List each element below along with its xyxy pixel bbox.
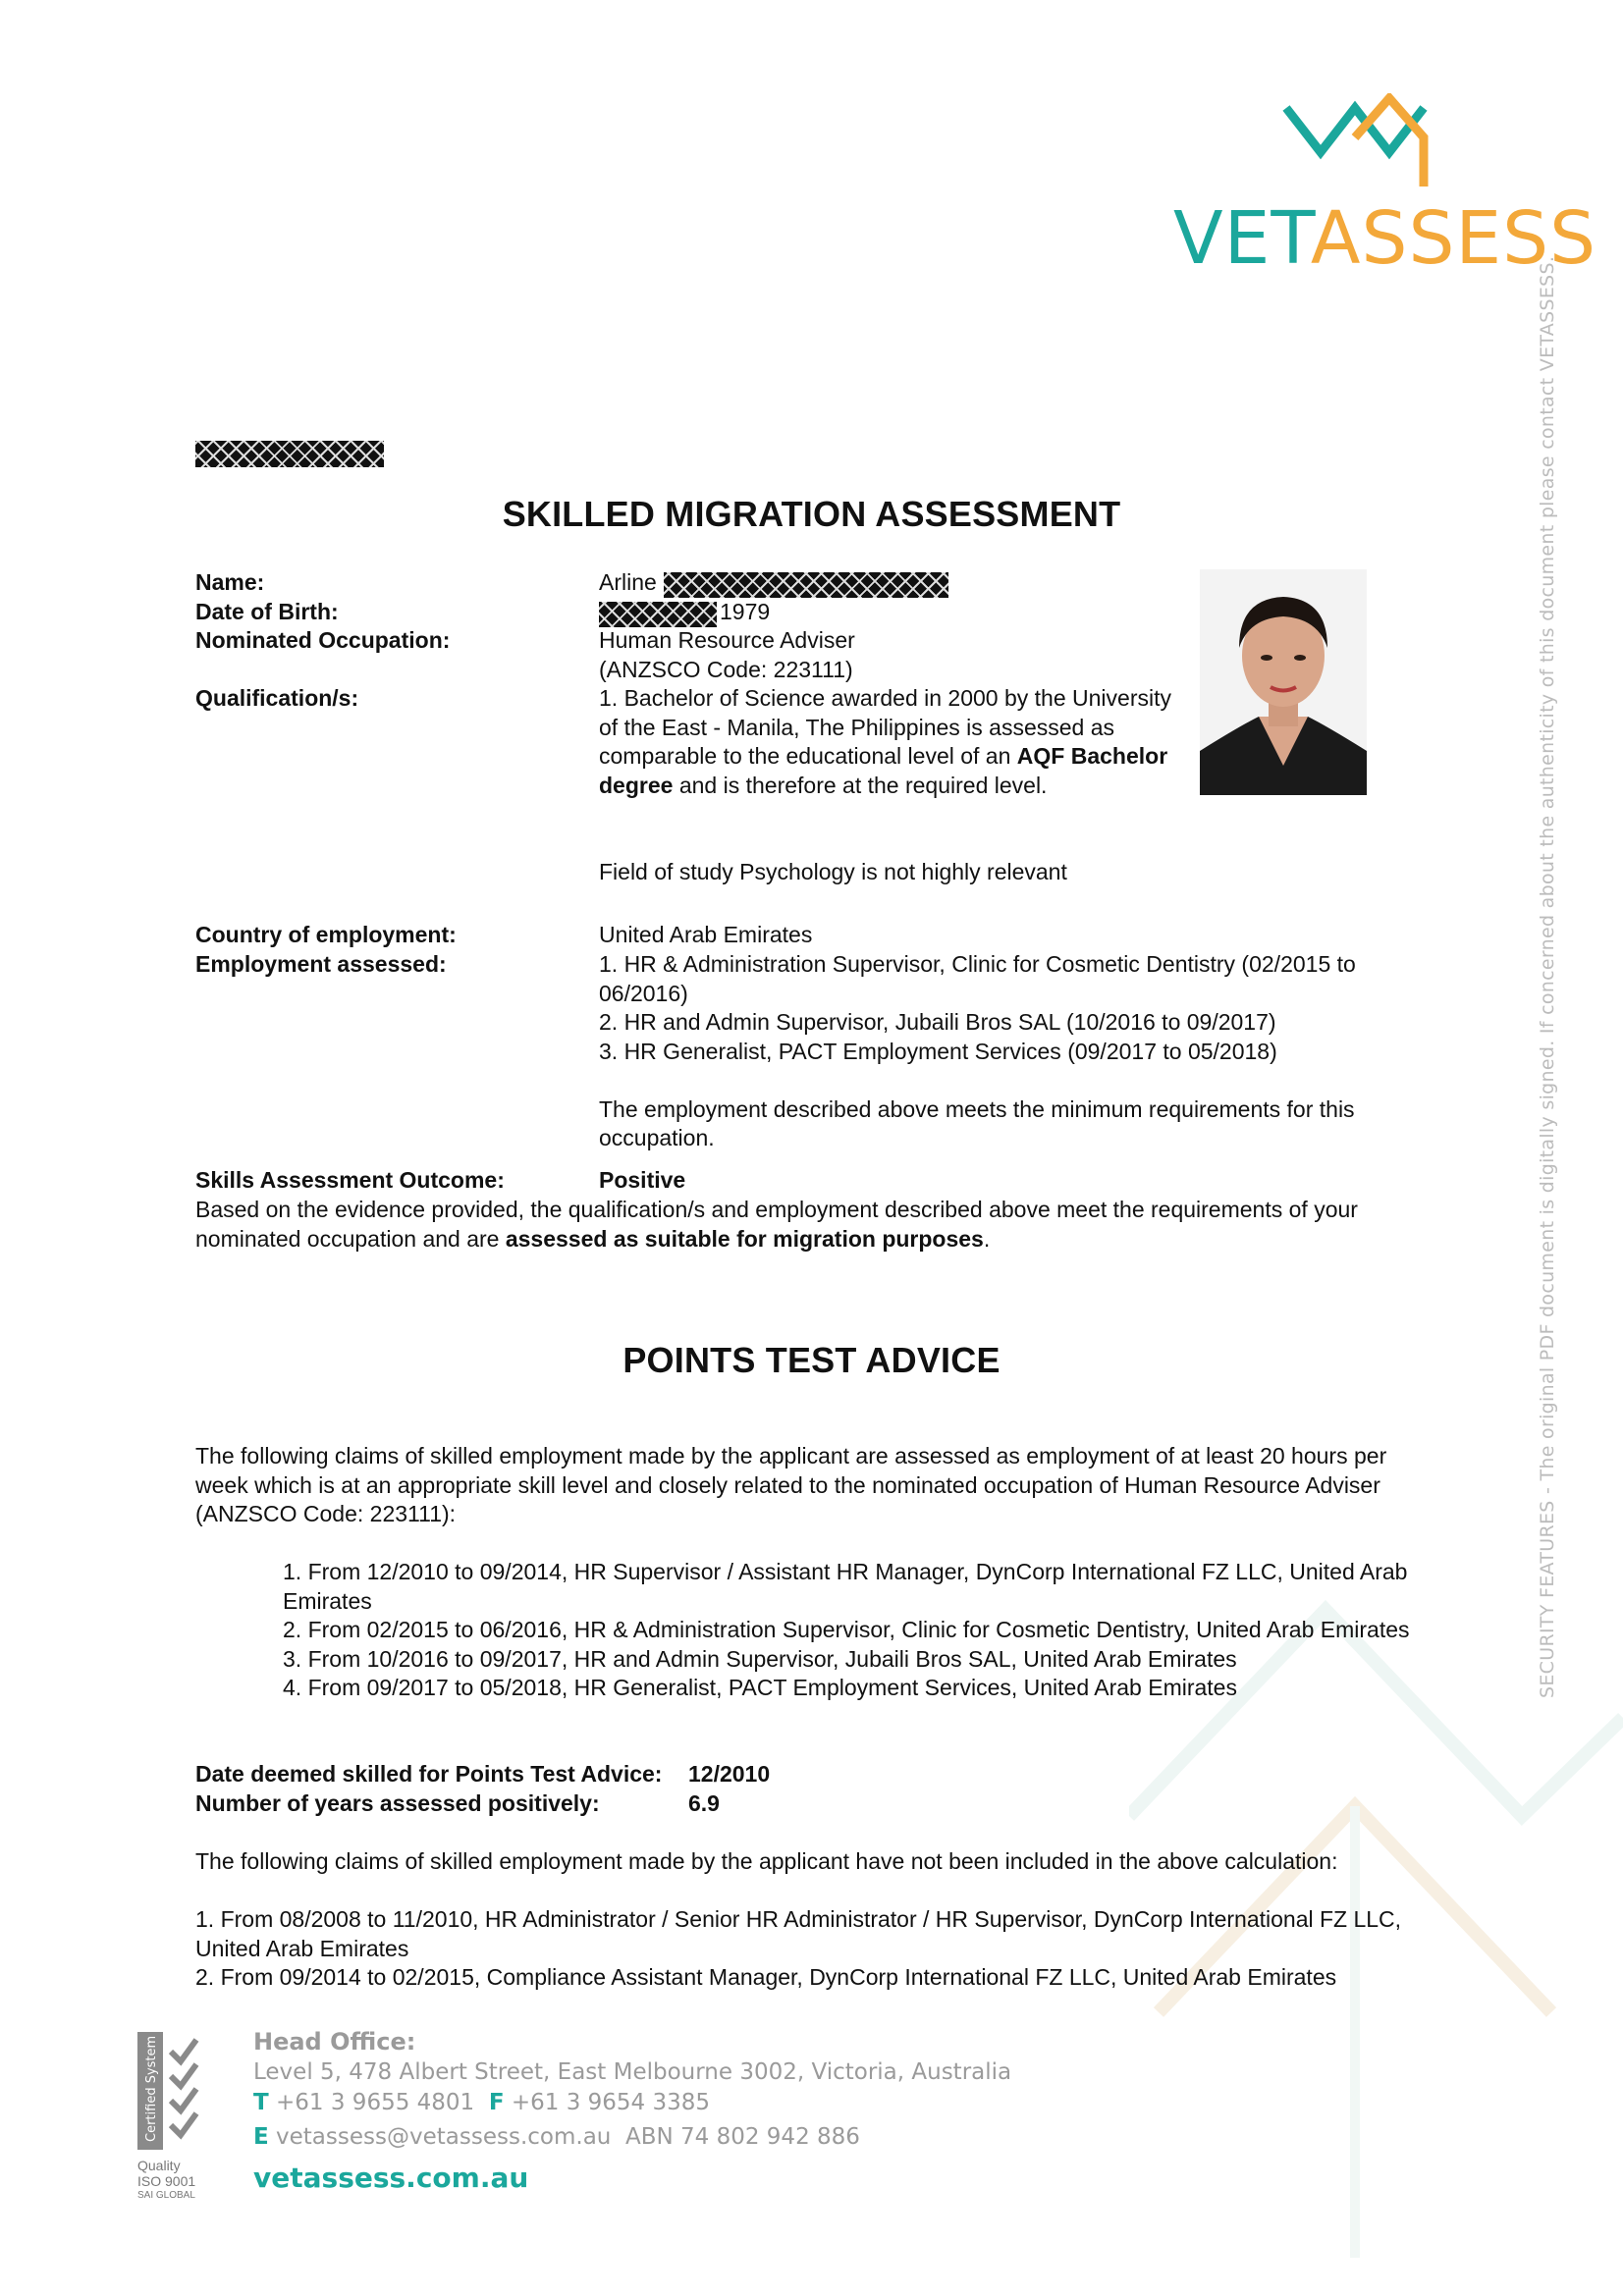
points-title: POINTS TEST ADVICE xyxy=(622,1340,1001,1380)
cert-iso-text: ISO 9001 xyxy=(137,2172,196,2189)
occupation-code: (ANZSCO Code: 223111) xyxy=(599,657,853,682)
redacted-birth-date xyxy=(599,602,717,627)
email-abn-line: E vetassess@vetassess.com.au ABN 74 802 942 886 xyxy=(253,2124,860,2150)
list-item: 1. From 12/2010 to 09/2014, HR Supervisor / Assistant HR Manager, DynCorp International FZ LLC, United Arab Emirates xyxy=(283,1559,1408,1614)
outcome-text: Based on the evidence provided, the qualification/s and employment described above meet the requirements of your nominated occupation and are assessed as suitable for migration purposes. xyxy=(195,1197,1358,1252)
occupation-value: Human Resource Adviser xyxy=(599,627,855,653)
head-office-address: Level 5, 478 Albert Street, East Melbourne 3002, Victoria, Australia xyxy=(253,2059,1012,2085)
employment-list xyxy=(599,950,1404,1153)
redacted-surname xyxy=(664,572,948,598)
security-features-text: SECURITY FEATURES - The original PDF document is digitally signed. If concerned about the authenticity of this document please contact VETASSESS. xyxy=(1537,255,1558,1698)
cert-quality-text: Quality xyxy=(137,2157,181,2173)
years-label: Number of years assessed positively: xyxy=(195,1790,600,1816)
dob-label: Date of Birth: xyxy=(195,599,339,624)
list-item: 1. From 08/2008 to 11/2010, HR Administrator / Senior HR Administrator / HR Supervisor, DynCorp International FZ LLC, United Arab Emirates xyxy=(195,1906,1402,1961)
excluded-claims-list xyxy=(195,1905,1413,1993)
date-deemed-value: 12/2010 xyxy=(688,1761,771,1787)
points-intro: The following claims of skilled employment made by the applicant are assessed as employment of at least 20 hours per week which is at an appropriate skill level and closely related to the nominated occupation of Human Resource Adviser (ANZSCO Code: 223111): xyxy=(195,1443,1387,1526)
redacted-reference-number xyxy=(195,441,384,467)
country-label: Country of employment: xyxy=(195,922,457,947)
field-of-study-note: Field of study Psychology is not highly relevant xyxy=(599,859,1067,884)
list-item: 4. From 09/2017 to 05/2018, HR Generalist, PACT Employment Services, United Arab Emirates xyxy=(283,1675,1237,1700)
country-value: United Arab Emirates xyxy=(599,922,813,947)
cert-sai-text: SAI GLOBAL xyxy=(137,2189,195,2201)
iso-certification-badge xyxy=(137,2032,212,2199)
employment-label: Employment assessed: xyxy=(195,951,447,977)
list-item: 2. From 09/2014 to 02/2015, Compliance Assistant Manager, DynCorp International FZ LLC, United Arab Emirates xyxy=(195,1964,1337,1990)
head-office-label: Head Office: xyxy=(253,2028,416,2056)
abn-number: ABN 74 802 942 886 xyxy=(624,2124,860,2150)
certified-system-icon xyxy=(137,2032,212,2150)
employment-note: The employment described above meets the minimum requirements for this occupation. xyxy=(599,1095,1355,1150)
website-link[interactable]: vetassess.com.au xyxy=(253,2162,529,2194)
list-item: 3. From 10/2016 to 09/2017, HR and Admin Supervisor, Jubaili Bros SAL, United Arab Emirates xyxy=(283,1645,1237,1672)
phone-fax-line: T +61 3 9655 4801 F +61 3 9654 3385 xyxy=(253,2090,711,2115)
email-link[interactable]: vetassess@vetassess.com.au xyxy=(276,2124,612,2150)
vetassess-logo-text: VETASSESS xyxy=(1173,196,1597,281)
occupation-label: Nominated Occupation: xyxy=(195,627,451,653)
employment-item: 3. HR Generalist, PACT Employment Services (09/2017 to 05/2018) xyxy=(599,1038,1277,1064)
vetassess-logo-mark-icon xyxy=(1281,93,1429,191)
vetassess-logo xyxy=(1173,93,1597,281)
name-label: Name: xyxy=(195,569,265,595)
date-deemed-label: Date deemed skilled for Points Test Advice: xyxy=(195,1761,663,1787)
excluded-intro: The following claims of skilled employment made by the applicant have not been included in the above calculation: xyxy=(195,1848,1338,1874)
applicant-photo xyxy=(1200,569,1367,795)
dob-year: 1979 xyxy=(720,599,771,624)
fax-number: +61 3 9654 3385 xyxy=(511,2090,711,2115)
name-value: Arline xyxy=(599,569,657,595)
points-claims-list xyxy=(283,1558,1412,1703)
years-value: 6.9 xyxy=(688,1790,720,1816)
list-item: 2. From 02/2015 to 06/2016, HR & Administration Supervisor, Clinic for Cosmetic Dentistry, United Arab Emirates xyxy=(283,1617,1410,1642)
outcome-label: Skills Assessment Outcome: xyxy=(195,1167,505,1193)
svg-text:Certified System: Certified System xyxy=(144,2035,159,2142)
employment-item: 1. HR & Administration Supervisor, Clinic for Cosmetic Dentistry (02/2015 to 06/2016) xyxy=(599,951,1356,1006)
outcome-value: Positive xyxy=(599,1167,686,1193)
qualification-label: Qualification/s: xyxy=(195,685,359,711)
qualification-text: 1. Bachelor of Science awarded in 2000 by the University of the East - Manila, The Philippines is assessed as comparable to the educational level of an AQF Bachelor degree and is therefore at the required level. xyxy=(599,685,1171,798)
assessment-title: SKILLED MIGRATION ASSESSMENT xyxy=(502,494,1121,534)
footer-contact xyxy=(253,2027,1011,2193)
employment-item: 2. HR and Admin Supervisor, Jubaili Bros SAL (10/2016 to 09/2017) xyxy=(599,1009,1276,1035)
phone-number: +61 3 9655 4801 xyxy=(276,2090,475,2115)
